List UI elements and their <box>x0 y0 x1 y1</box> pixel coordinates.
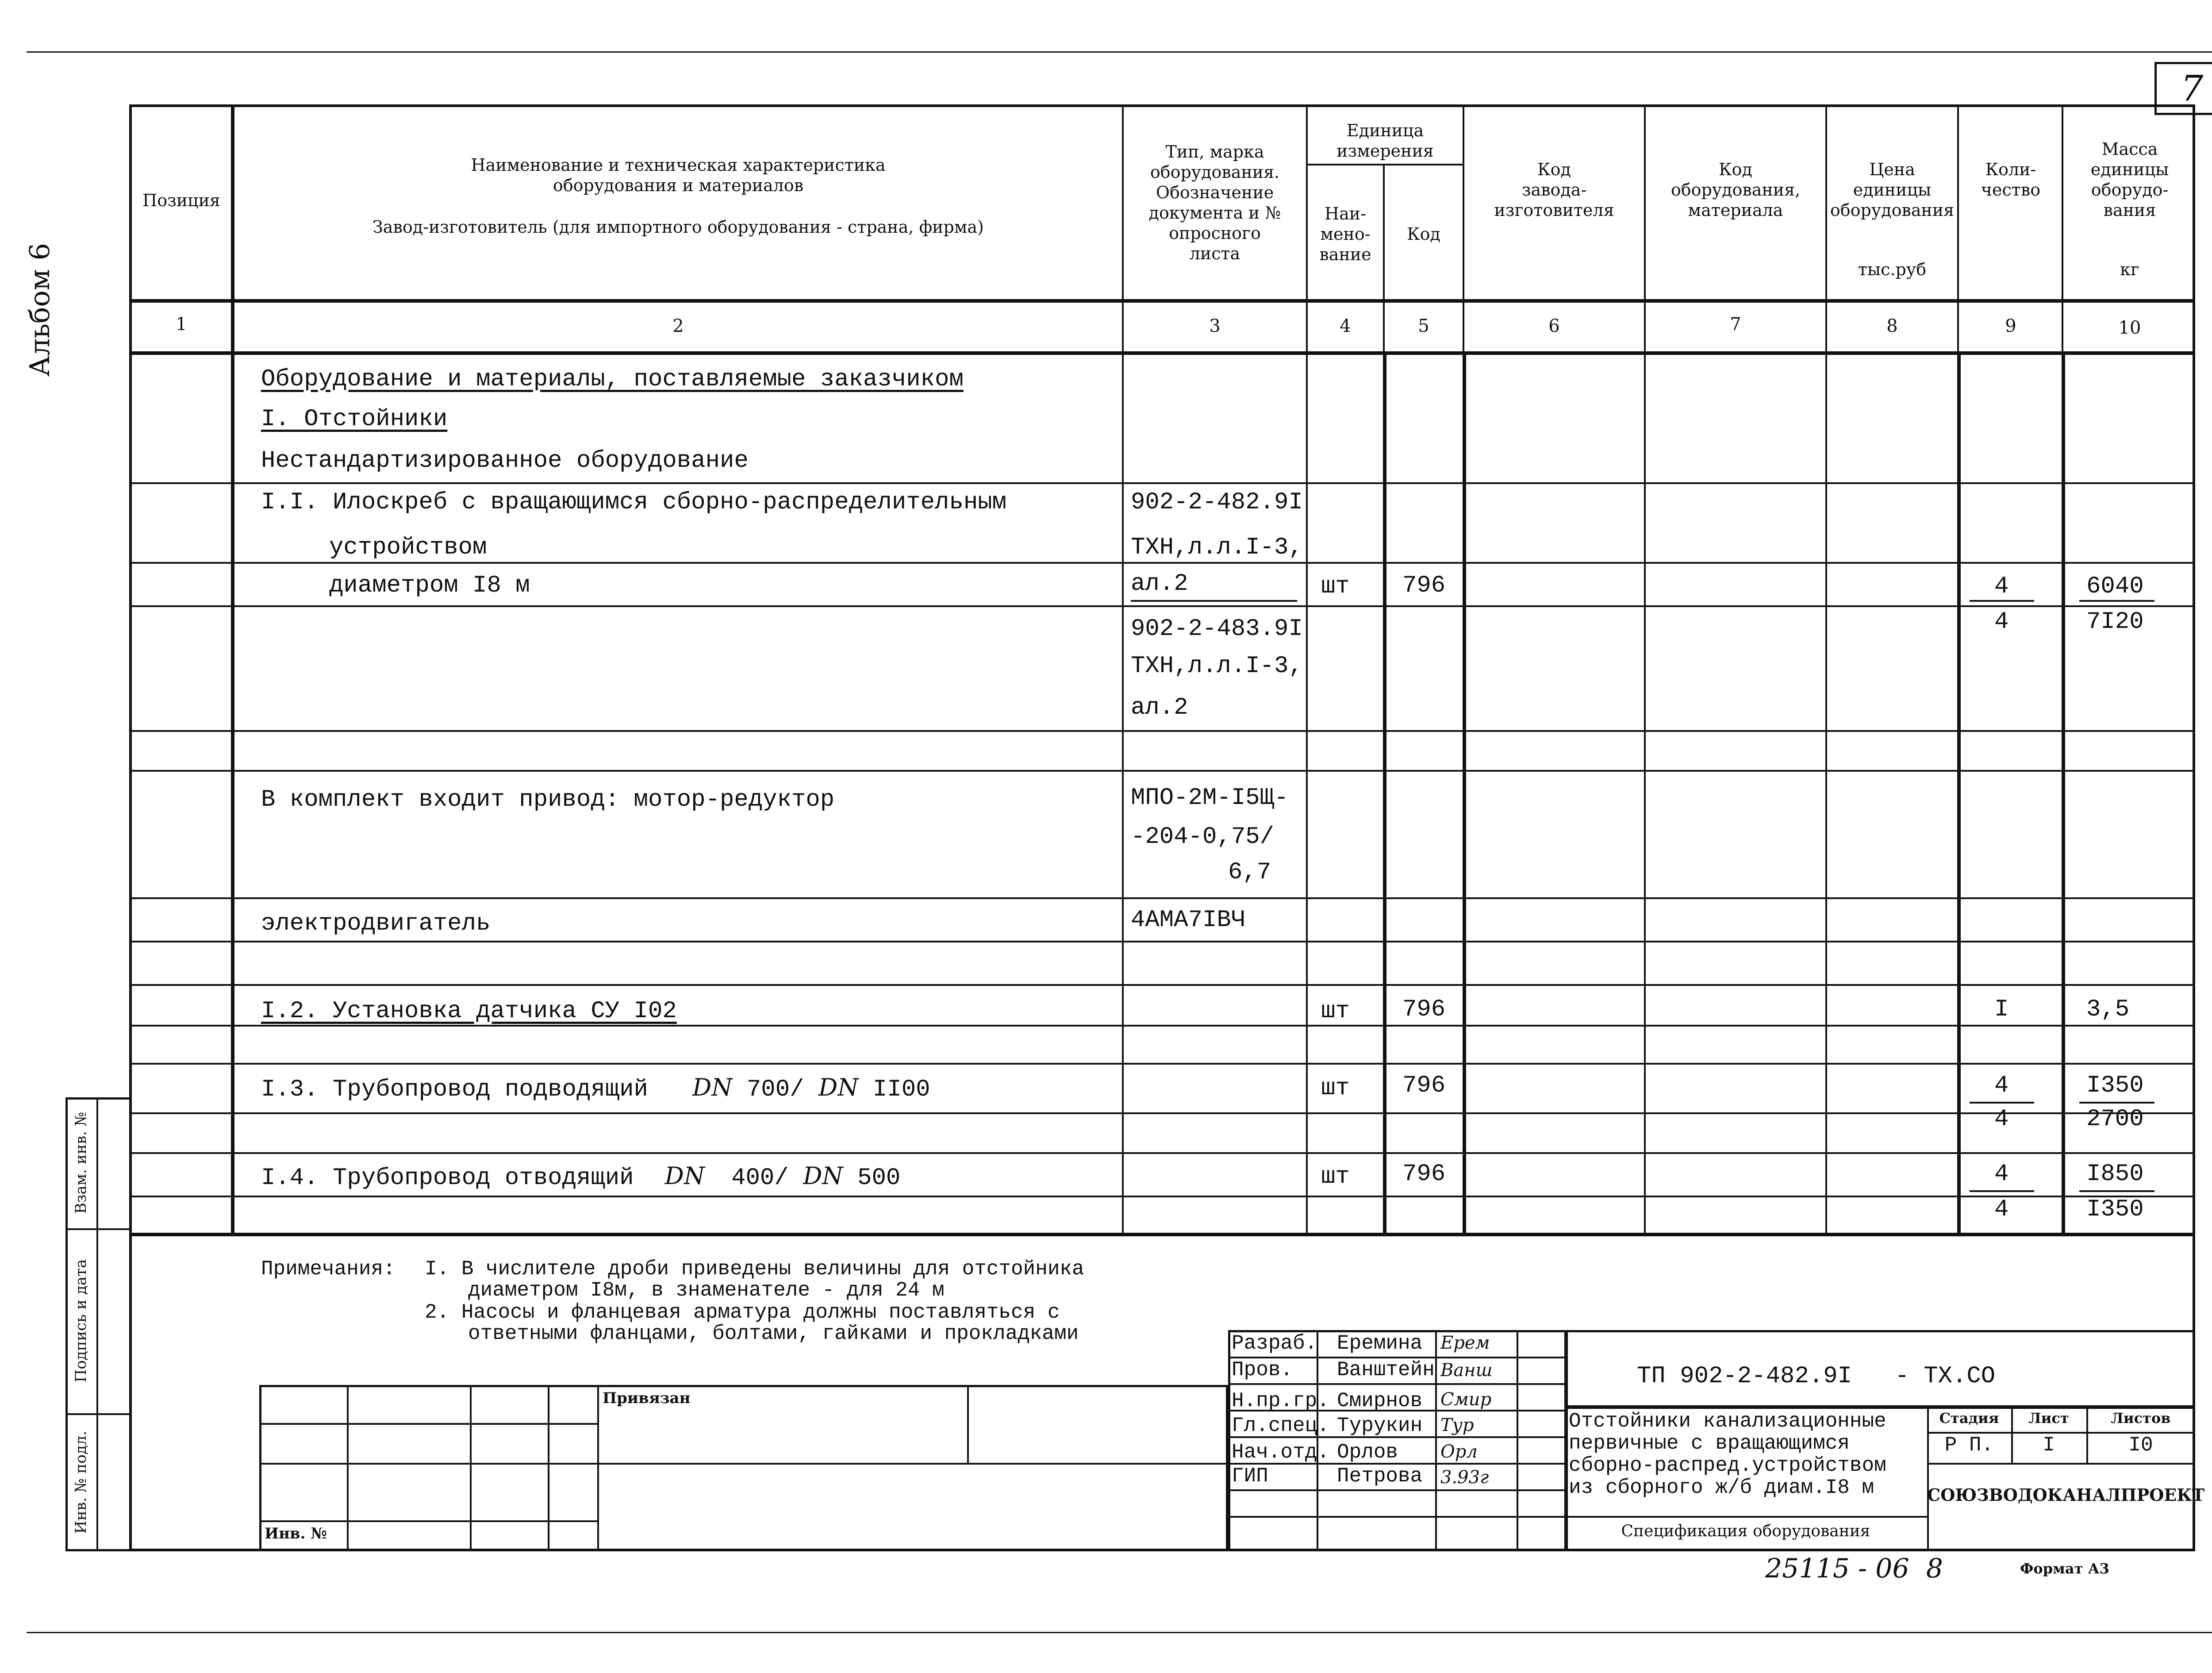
tie-line <box>967 1385 969 1463</box>
tb-name: Орлов <box>1337 1441 1398 1464</box>
item-1-1-code: 796 <box>1402 572 1446 599</box>
tb-stage: Р П. <box>1944 1434 1994 1457</box>
item-1-4-label: I.4. Трубопровод отводящий <box>261 1165 634 1192</box>
row-line <box>131 605 2194 607</box>
header-plant-code-l3: изготовителя <box>1494 200 1614 220</box>
item-1-1b-qty: 4 <box>1994 608 2009 635</box>
item-1-1b-type: 902-2-483.9I <box>1131 615 1303 642</box>
col-number-9: 9 <box>2005 316 2016 336</box>
header-unit-name <box>1308 204 1383 265</box>
qty-fraction-line <box>1970 600 2034 602</box>
side-podpis: Подпись и дата <box>72 1259 90 1383</box>
side-stamp-line <box>65 1413 132 1415</box>
row-line <box>131 562 2194 564</box>
tb-role: Н.пр.гр. <box>1232 1389 1329 1412</box>
archive-number: 25115 - 06 8 <box>1765 1553 1943 1584</box>
header-quantity-l1: Коли- <box>1985 160 2036 179</box>
tb-row <box>1564 1516 1927 1518</box>
tb-signature: Ванш <box>1440 1360 1493 1381</box>
col-number-5: 5 <box>1418 316 1429 336</box>
header-unit-l2: измерения <box>1336 141 1434 161</box>
item-1-1-type-2: ТХН,л.л.I-3, <box>1131 534 1303 561</box>
note-2-line1: 2. Насосы и фланцевая арматура должны поставляться с <box>425 1301 1060 1324</box>
item-1-4b-mass: I350 <box>2086 1196 2144 1223</box>
item-1-1b-type-2: ТХН,л.л.I-3, <box>1131 653 1303 680</box>
tb-signature: Ерем <box>1440 1333 1490 1353</box>
type-fraction-line <box>1131 600 1297 602</box>
drive-type: МПО-2М-I5Щ- <box>1131 785 1289 812</box>
note-1-line2: диаметром I8м, в знаменателе - для 24 м <box>468 1279 945 1302</box>
mass-fraction-line <box>2079 1102 2154 1104</box>
tb-row <box>1228 1383 1564 1385</box>
item-1-1b-type-3: ал.2 <box>1131 694 1188 721</box>
item-1-4-dn2: 500 <box>857 1165 901 1192</box>
note-1-line1: I. В числителе дроби приведены величины для отстойника <box>425 1258 1084 1281</box>
tb-description-l2: первичные с вращающимся <box>1569 1432 1850 1455</box>
tb-role: Разраб. <box>1232 1332 1317 1355</box>
header-plant-code-l1: Код <box>1537 160 1571 179</box>
col-number-10: 10 <box>2118 318 2141 338</box>
item-1-1b-mass: 7I20 <box>2086 608 2144 635</box>
row-line <box>131 1196 2194 1197</box>
tb-name: Петрова <box>1337 1465 1423 1488</box>
header-plant-code <box>1464 159 1644 220</box>
sheet-bottom-line <box>27 1632 2212 1633</box>
item-1-3-dn1: 700/ <box>746 1076 804 1103</box>
item-1-2-code: 796 <box>1402 996 1446 1023</box>
tb-signature: Тур <box>1440 1415 1474 1435</box>
header-type <box>1124 142 1306 264</box>
item-1-3-unit: шт <box>1321 1075 1350 1102</box>
item-1-4b-qty: 4 <box>1994 1196 2009 1223</box>
item-1-1-name: I.I. Илоскреб с вращающимся сборно-распределительным <box>261 489 1007 516</box>
tie-line <box>259 1520 597 1522</box>
header-unit-name-l1: Наи- <box>1325 204 1366 223</box>
item-1-1-mass: 6040 <box>2086 573 2144 600</box>
tb-role: ГИП <box>1232 1465 1268 1488</box>
item-1-1-unit: шт <box>1321 573 1350 600</box>
header-mass-unit: кг <box>2120 260 2139 279</box>
row-line <box>131 730 2194 732</box>
header-unit-code: Код <box>1407 224 1440 244</box>
item-1-2-unit: шт <box>1321 998 1350 1025</box>
tie-line <box>259 1463 1228 1465</box>
col-number-3: 3 <box>1209 316 1221 336</box>
header-equipment-code-l3: материала <box>1688 200 1783 220</box>
tb-name: Ванштейн <box>1337 1358 1435 1381</box>
item-1-3-mass: I350 <box>2086 1072 2144 1099</box>
header-mass <box>2064 139 2195 220</box>
tie-line <box>470 1385 472 1551</box>
header-type-l2: оборудования. <box>1150 162 1280 182</box>
section-nonstandard: Нестандартизированное оборудование <box>261 447 749 474</box>
tb-description-l1: Отстойники канализационные <box>1569 1410 1886 1433</box>
item-1-2-name: I.2. Установка датчика СУ I02 <box>261 998 677 1025</box>
tb-description-l3: сборно-распред.устройством <box>1569 1454 1886 1477</box>
header-name-line1: Наименование и техническая характеристика <box>471 155 886 175</box>
item-1-3-dn2: II00 <box>872 1076 930 1103</box>
header-unit-name-l2: мено- <box>1320 224 1371 244</box>
tb-sheets-label: Листов <box>2111 1410 2171 1427</box>
tb-line <box>1564 1330 1568 1551</box>
tb-signature: 3.93г <box>1440 1467 1489 1488</box>
side-vzam: Взам. инв. № <box>72 1111 90 1214</box>
dn-symbol: DN <box>692 1073 733 1101</box>
header-price <box>1827 159 1957 220</box>
header-mass-l2: единицы <box>2090 160 2169 179</box>
tb-role: Гл.спец. <box>1232 1414 1329 1437</box>
side-stamp-line <box>65 1228 132 1230</box>
row-line <box>131 984 2194 986</box>
col-number-4: 4 <box>1340 316 1351 336</box>
row-line <box>131 897 2194 899</box>
tb-sheet-title: Спецификация оборудования <box>1621 1522 1870 1540</box>
drive-type-2: -204-0,75/ <box>1131 823 1275 850</box>
col-number-1: 1 <box>176 314 187 335</box>
header-quantity <box>1960 159 2062 200</box>
item-1-1-type: 902-2-482.9I <box>1131 489 1303 516</box>
header-price-l3: оборудования <box>1830 200 1955 220</box>
tb-line <box>1927 1405 1929 1551</box>
tb-stage-label: Стадия <box>1939 1410 1999 1427</box>
col-number-2: 2 <box>672 316 684 336</box>
row-line <box>131 1025 2194 1027</box>
header-unit-name-l3: вание <box>1319 245 1371 264</box>
tb-role: Нач.отд. <box>1232 1441 1329 1464</box>
tb-description-l4: из сборного ж/б диам.I8 м <box>1569 1476 1874 1499</box>
item-1-1-qty: 4 <box>1994 573 2009 600</box>
side-stamp-divider <box>96 1097 98 1551</box>
item-1-1-name-2: устройством <box>329 534 487 561</box>
item-1-2-qty: I <box>1994 996 2009 1023</box>
tie-line <box>259 1423 597 1425</box>
col-number-6: 6 <box>1548 316 1560 336</box>
dn-symbol: DN <box>664 1162 705 1190</box>
row-line <box>131 1063 2194 1065</box>
tie-line <box>347 1385 349 1551</box>
tie-line <box>548 1385 549 1551</box>
section-supplied-by-customer: Оборудование и материалы, поставляемые заказчиком <box>261 366 964 393</box>
header-type-l5: опросного <box>1169 223 1261 243</box>
row-line <box>131 770 2194 772</box>
header-equipment-code <box>1646 159 1825 220</box>
tb-doc-code: ТП 902-2-482.9I - ТХ.СО <box>1637 1363 1996 1390</box>
dn-symbol: DN <box>803 1162 843 1190</box>
header-equipment-code-l2: оборудования, <box>1671 180 1801 200</box>
header-position: Позиция <box>142 191 220 210</box>
row-line <box>131 941 2194 942</box>
header-unit-l1: Единица <box>1346 121 1424 140</box>
tb-name: Еремина <box>1337 1332 1423 1355</box>
qty-fraction-line <box>1970 1102 2034 1104</box>
tie-inv-no: Инв. № <box>265 1525 327 1542</box>
header-type-l3: Обозначение <box>1156 183 1274 202</box>
notes-label: Примечания: <box>261 1258 396 1281</box>
header-price-l1: Цена <box>1869 160 1915 179</box>
unit-group-line <box>1306 164 1463 165</box>
col-number-7: 7 <box>1730 314 1741 335</box>
drive-type-3: 6,7 <box>1228 859 1271 886</box>
header-name-line2: оборудования и материалов <box>553 176 804 195</box>
tie-line <box>597 1385 599 1551</box>
header-plant-code-l2: завода- <box>1521 180 1587 200</box>
row-line <box>131 1112 2194 1114</box>
page-number: 7 <box>2181 68 2204 109</box>
item-1-3b-mass: 2700 <box>2086 1106 2144 1133</box>
tb-line <box>1517 1330 1518 1551</box>
sheet-format: Формат А3 <box>2020 1560 2109 1577</box>
tb-signature: Смир <box>1440 1389 1492 1410</box>
motor-name: электродвигатель <box>261 910 491 937</box>
item-1-3-label: I.3. Трубопровод подводящий <box>261 1076 648 1103</box>
item-1-4-name <box>261 1163 900 1192</box>
tb-row <box>1228 1516 1564 1518</box>
col-number-8: 8 <box>1886 316 1898 336</box>
tie-privyazan: Привязан <box>603 1389 691 1407</box>
header-mass-l3: оборудо- <box>2091 180 2169 200</box>
header-name-line3: Завод-изготовитель (для импортного оборудования - страна, фирма) <box>373 217 984 237</box>
item-1-3-name <box>261 1074 930 1103</box>
header-equipment-code-l1: Код <box>1719 160 1752 179</box>
item-1-4-qty: 4 <box>1994 1161 2009 1188</box>
header-quantity-l2: чество <box>1981 180 2041 200</box>
tb-line <box>1435 1330 1437 1551</box>
item-1-3b-qty: 4 <box>1994 1106 2009 1133</box>
sheet-top-line <box>27 51 2212 53</box>
tb-organization: СОЮЗВОДОКАНАЛПРОЕКТ <box>1927 1485 2205 1505</box>
tb-sheet: I <box>2043 1434 2055 1457</box>
qty-fraction-line <box>1970 1190 2034 1192</box>
item-1-4-dn1: 400/ <box>731 1165 789 1192</box>
item-1-1-type-3: ал.2 <box>1131 570 1188 597</box>
header-unit-group <box>1308 120 1463 161</box>
header-mass-l4: вания <box>2103 200 2156 220</box>
motor-type: 4АМА7IВЧ <box>1131 907 1246 934</box>
note-2-line2: ответными фланцами, болтами, гайками и прокладками <box>468 1322 1079 1345</box>
item-1-3-code: 796 <box>1402 1072 1446 1099</box>
item-1-4-code: 796 <box>1402 1161 1446 1188</box>
header-bottom-line <box>129 299 2195 303</box>
item-1-3-qty: 4 <box>1994 1072 2009 1099</box>
side-inv: Инв. № подл. <box>72 1431 90 1534</box>
tb-sheet-label: Лист <box>2028 1410 2069 1427</box>
numbers-bottom-line <box>129 351 2195 355</box>
tb-row <box>1228 1489 1564 1491</box>
item-1-2-mass: 3,5 <box>2086 996 2130 1023</box>
tb-name: Турукин <box>1337 1414 1423 1437</box>
item-1-1-name-3: диаметром I8 м <box>329 572 530 599</box>
tb-row <box>1927 1463 2195 1465</box>
item-1-4-mass: I850 <box>2086 1161 2144 1188</box>
tb-sheets: I0 <box>2128 1434 2153 1457</box>
tie-block <box>259 1385 1228 1551</box>
section-settlers: I. Отстойники <box>261 406 448 433</box>
tb-name: Смирнов <box>1337 1389 1423 1412</box>
drive-name: В комплект входит привод: мотор-редуктор <box>261 786 835 813</box>
header-type-l4: документа и № <box>1148 203 1281 223</box>
tb-signature: Орл <box>1440 1442 1478 1462</box>
tb-role: Пров. <box>1232 1358 1293 1381</box>
album-label: Альбом 6 <box>23 242 56 377</box>
dn-symbol: DN <box>818 1073 859 1101</box>
mass-fraction-line <box>2079 1190 2154 1192</box>
tb-code-bottom <box>1564 1405 2195 1409</box>
header-type-l1: Тип, марка <box>1165 142 1264 162</box>
header-type-l6: листа <box>1189 244 1240 263</box>
table-bottom-line <box>129 1233 2195 1236</box>
mass-fraction-line <box>2079 600 2154 602</box>
header-price-l2: единицы <box>1853 180 1932 200</box>
item-1-4-unit: шт <box>1321 1163 1350 1190</box>
header-price-unit: тыс.руб <box>1858 260 1927 279</box>
row-line <box>131 482 2194 484</box>
header-mass-l1: Масса <box>2101 139 2158 159</box>
row-line <box>131 1152 2194 1154</box>
